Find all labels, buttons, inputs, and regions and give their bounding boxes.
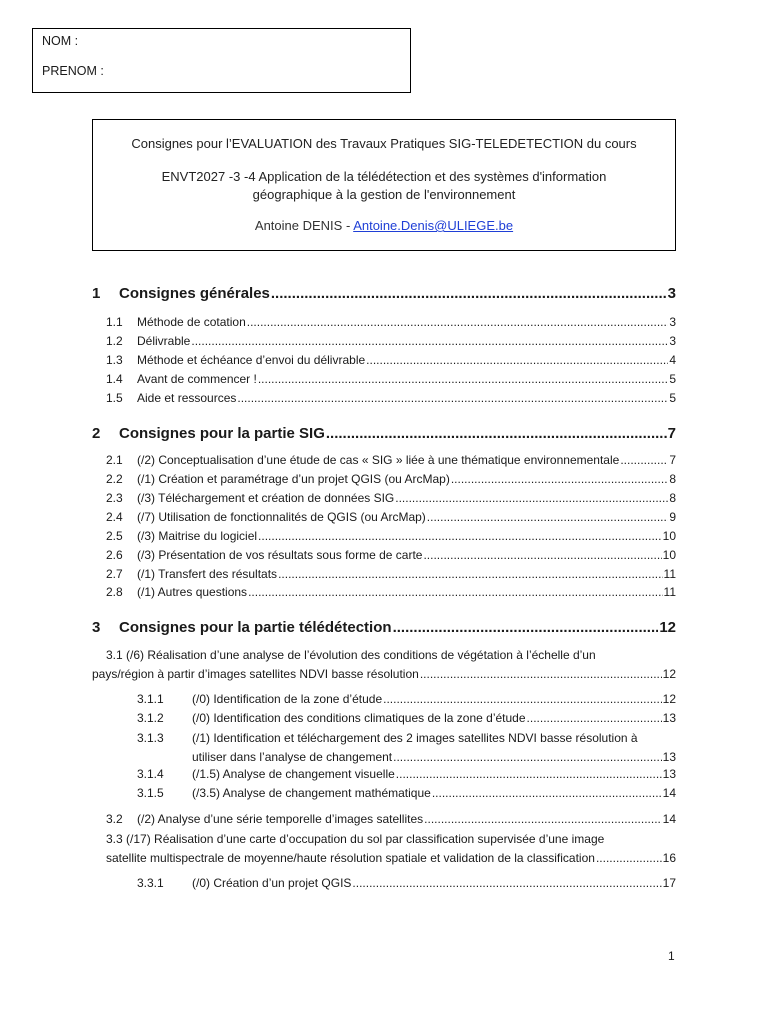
toc-title: Consignes pour la partie SIG <box>119 425 325 442</box>
toc-item[interactable] <box>106 315 676 329</box>
toc-number: 2.3 <box>106 491 123 505</box>
toc-item[interactable] <box>106 585 676 599</box>
toc-title: Méthode et échéance d’envoi du délivrable <box>137 353 366 367</box>
toc-number: 1.4 <box>106 372 123 386</box>
toc-title: (/1) Création et paramétrage d’un projet QGIS (ou ArcMap) <box>137 472 450 486</box>
toc-item[interactable] <box>106 334 676 348</box>
toc-item[interactable] <box>106 472 676 486</box>
toc-number: 3 <box>92 619 101 636</box>
toc-leader <box>366 353 668 367</box>
toc-page: 12 <box>662 692 676 706</box>
toc-number: 3.3.1 <box>137 876 164 890</box>
toc-leader <box>620 453 668 467</box>
toc-title-line-1: (/1) Identification et téléchargement des 2 images satellites NDVI basse résolution à <box>192 731 638 745</box>
toc-page: 7 <box>667 425 676 442</box>
prenom-label: PRENOM : <box>42 64 104 78</box>
header-box <box>92 119 676 251</box>
toc-page: 8 <box>669 472 676 486</box>
toc-item[interactable] <box>106 548 676 562</box>
toc-number: 2.4 <box>106 510 123 524</box>
toc-leader <box>424 812 661 826</box>
toc-leader <box>451 472 669 486</box>
toc-title: (/7) Utilisation de fonctionnalités de QGIS (ou ArcMap) <box>137 510 426 524</box>
toc-number: 2.8 <box>106 585 123 599</box>
toc-number: 3.1.2 <box>137 711 164 725</box>
toc-item[interactable] <box>106 372 676 386</box>
toc-number: 2.2 <box>106 472 123 486</box>
author-line <box>93 218 675 233</box>
toc-number: 2.6 <box>106 548 123 562</box>
toc-number: 3.1.4 <box>137 767 164 781</box>
toc-title: (/0) Identification de la zone d’étude <box>192 692 383 706</box>
toc-item[interactable] <box>106 567 676 581</box>
toc-title: (/3) Présentation de vos résultats sous forme de carte <box>137 548 423 562</box>
toc-title: Consignes générales <box>119 285 270 302</box>
toc-leader <box>427 510 669 524</box>
toc-section-1[interactable] <box>92 285 676 302</box>
toc-title: (/3) Maitrise du logiciel <box>137 529 258 543</box>
toc-title: (/3) Téléchargement et création de données SIG <box>137 491 395 505</box>
toc-leader <box>258 529 662 543</box>
toc-number: 2 <box>92 425 101 442</box>
toc-page: 13 <box>662 767 676 781</box>
toc-page: 3 <box>667 285 676 302</box>
toc-page: 12 <box>662 667 676 681</box>
toc-section-2[interactable] <box>92 425 676 442</box>
toc-number: 1 <box>92 285 101 302</box>
toc-page: 11 <box>663 585 676 599</box>
toc-page: 8 <box>669 491 676 505</box>
toc-title: Délivrable <box>137 334 191 348</box>
toc-leader <box>596 849 662 868</box>
toc-number: 2.7 <box>106 567 123 581</box>
toc-title: (/3.5) Analyse de changement mathématique <box>192 786 431 800</box>
toc-title: (/2) Analyse d’une série temporelle d’images satellites <box>137 812 424 826</box>
toc-page: 13 <box>662 711 676 725</box>
toc-title: (/2) Conceptualisation d’une étude de cas « SIG » liée à une thématique environnementale <box>137 453 620 467</box>
toc-page: 4 <box>669 353 676 367</box>
toc-page: 12 <box>659 619 676 636</box>
toc-page: 7 <box>669 453 676 467</box>
toc-item[interactable] <box>106 812 676 826</box>
toc-number: 3.1.3 <box>137 731 164 745</box>
toc-leader <box>247 315 669 329</box>
toc-item[interactable] <box>106 491 676 505</box>
toc-item[interactable] <box>106 510 676 524</box>
toc-leader <box>393 748 662 767</box>
nom-label: NOM : <box>42 34 79 48</box>
toc-leader <box>191 334 668 348</box>
toc-number: 3.2 <box>106 812 123 826</box>
toc-item[interactable] <box>106 529 676 543</box>
toc-page: 5 <box>669 372 676 386</box>
toc-title: (/1) Autres questions <box>137 585 248 599</box>
course-title <box>123 168 645 204</box>
toc-page: 16 <box>662 851 676 865</box>
toc-title: (/1.5) Analyse de changement visuelle <box>192 767 395 781</box>
toc-title-line-1: 3.3 (/17) Réalisation d’une carte d’occupation du sol par classification supervisée d’une image <box>106 832 605 846</box>
toc-title-line-2: utiliser dans l’analyse de changement <box>192 750 393 764</box>
toc-page: 5 <box>669 391 676 405</box>
toc-page: 13 <box>662 750 676 764</box>
toc-title: (/1) Transfert des résultats <box>137 567 278 581</box>
course-line-1: ENVT2027 -3 -4 Application de la télédétection et des systèmes d'information <box>161 169 607 184</box>
toc-number: 1.2 <box>106 334 123 348</box>
toc-leader <box>432 786 662 800</box>
toc-item-3-1[interactable] <box>92 646 676 684</box>
toc-page: 14 <box>662 786 676 800</box>
toc-title: Aide et ressources <box>137 391 237 405</box>
toc-number: 2.1 <box>106 453 123 467</box>
toc-page: 17 <box>662 876 676 890</box>
course-line-2: géographique à la gestion de l'environnement <box>252 187 516 202</box>
toc-leader <box>420 665 662 684</box>
toc-page: 11 <box>663 567 676 581</box>
toc-number: 1.1 <box>106 315 123 329</box>
toc-number: 3.1.1 <box>137 692 164 706</box>
toc-title: Consignes pour la partie télédétection <box>119 619 392 636</box>
toc-leader <box>396 767 662 781</box>
toc-title: (/0) Création d’un projet QGIS <box>192 876 352 890</box>
toc-leader <box>271 285 667 302</box>
toc-title-line-2: satellite multispectrale de moyenne/haute résolution spatiale et validation de la classification <box>106 851 595 865</box>
toc-leader <box>248 585 662 599</box>
toc-leader <box>352 876 661 890</box>
toc-leader <box>393 619 659 636</box>
document-title: Consignes pour l’EVALUATION des Travaux Pratiques SIG-TELEDETECTION du cours <box>131 136 637 151</box>
toc-title-line-2: pays/région à partir d’images satellites NDVI basse résolution <box>92 667 419 681</box>
toc-leader <box>423 548 661 562</box>
toc-page: 10 <box>662 529 676 543</box>
author-name: Antoine DENIS - <box>254 218 354 233</box>
author-email-link[interactable]: Antoine.Denis@ULIEGE.be <box>353 218 514 233</box>
toc-title-line-1: 3.1 (/6) Réalisation d’une analyse de l’évolution des conditions de végétation à l’échelle d’un <box>106 648 596 662</box>
toc-number: 3.1.5 <box>137 786 164 800</box>
toc-number: 1.3 <box>106 353 123 367</box>
toc-section-3[interactable] <box>92 619 676 636</box>
toc-page: 9 <box>669 510 676 524</box>
toc-leader <box>258 372 668 386</box>
toc-item-3-1-3[interactable] <box>137 729 676 767</box>
name-box <box>32 28 411 93</box>
toc-title: Méthode de cotation <box>137 315 246 329</box>
toc-item[interactable] <box>137 692 676 706</box>
toc-item[interactable] <box>106 391 676 405</box>
toc-item[interactable] <box>137 767 676 781</box>
page-number: 1 <box>668 949 675 963</box>
toc-page: 3 <box>669 315 676 329</box>
toc-leader <box>278 567 662 581</box>
toc-leader <box>383 692 662 706</box>
toc-page: 10 <box>662 548 676 562</box>
toc-number: 1.5 <box>106 391 123 405</box>
toc-item[interactable] <box>137 786 676 800</box>
toc-leader <box>326 425 667 442</box>
toc-page: 3 <box>669 334 676 348</box>
toc-item[interactable] <box>137 876 676 890</box>
toc-page: 14 <box>662 812 676 826</box>
toc-title: (/0) Identification des conditions climatiques de la zone d’étude <box>192 711 526 725</box>
toc-item[interactable] <box>106 353 676 367</box>
toc-title: Avant de commencer ! <box>137 372 257 386</box>
toc-leader <box>527 711 662 725</box>
toc-leader <box>237 391 668 405</box>
toc-leader <box>395 491 668 505</box>
toc-item[interactable] <box>137 711 676 725</box>
toc-number: 2.5 <box>106 529 123 543</box>
toc-item[interactable] <box>106 453 676 467</box>
toc-item-3-3[interactable] <box>106 830 676 868</box>
